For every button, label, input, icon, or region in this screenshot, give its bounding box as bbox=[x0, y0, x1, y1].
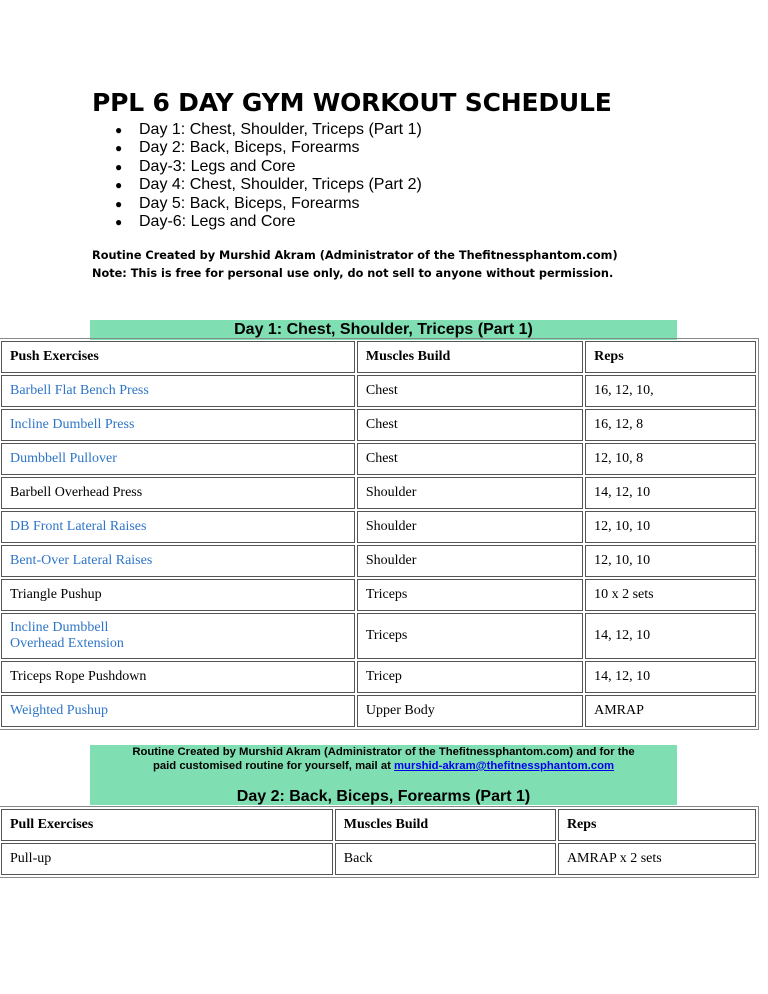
reps-cell: 14, 12, 10 bbox=[585, 661, 756, 693]
list-item: ● Day 1: Chest, Shoulder, Triceps (Part 1) bbox=[115, 121, 422, 138]
day-list bbox=[102, 121, 422, 231]
muscle-cell: Chest bbox=[357, 409, 583, 441]
page-title: PPL 6 DAY GYM WORKOUT SCHEDULE bbox=[92, 88, 612, 117]
muscle-cell: Shoulder bbox=[357, 545, 583, 577]
reps-cell: 12, 10, 10 bbox=[585, 511, 756, 543]
exercise-link[interactable]: Incline Dumbell Press bbox=[1, 409, 355, 441]
reps-cell: 14, 12, 10 bbox=[585, 613, 756, 659]
table-row bbox=[1, 443, 756, 475]
email-link[interactable]: murshid-akram@thefitnessphantom.com bbox=[394, 760, 615, 772]
column-header: Muscles Build bbox=[357, 341, 583, 373]
muscle-cell: Shoulder bbox=[357, 511, 583, 543]
reps-cell: 12, 10, 10 bbox=[585, 545, 756, 577]
reps-cell: AMRAP x 2 sets bbox=[558, 843, 756, 875]
credit-note bbox=[92, 247, 618, 283]
table-row bbox=[1, 613, 756, 659]
table-row bbox=[1, 409, 756, 441]
exercise-link[interactable]: Dumbbell Pullover bbox=[1, 443, 355, 475]
bullet-icon: ● bbox=[115, 196, 123, 211]
day1-heading: Day 1: Chest, Shoulder, Triceps (Part 1) bbox=[90, 320, 677, 340]
reps-cell: 16, 12, 10, bbox=[585, 375, 756, 407]
exercise-link[interactable]: DB Front Lateral Raises bbox=[1, 511, 355, 543]
bullet-icon: ● bbox=[115, 215, 123, 230]
list-item: ● Day 4: Chest, Shoulder, Triceps (Part 2) bbox=[115, 176, 422, 194]
table-row bbox=[1, 511, 756, 543]
exercise-cell: Triceps Rope Pushdown bbox=[1, 661, 355, 693]
bullet-icon: ● bbox=[115, 123, 123, 137]
muscle-cell: Upper Body bbox=[357, 695, 583, 727]
exercise-link[interactable]: Weighted Pushup bbox=[1, 695, 355, 727]
column-header: Reps bbox=[558, 809, 756, 841]
day2-heading: Day 2: Back, Biceps, Forearms (Part 1) bbox=[236, 788, 531, 805]
reps-cell: 12, 10, 8 bbox=[585, 443, 756, 475]
exercise-cell: Barbell Overhead Press bbox=[1, 477, 355, 509]
muscle-cell: Shoulder bbox=[357, 477, 583, 509]
list-item: ● Day 2: Back, Biceps, Forearms bbox=[115, 139, 360, 157]
table-row bbox=[1, 579, 756, 611]
reps-cell: 10 x 2 sets bbox=[585, 579, 756, 611]
reps-cell: AMRAP bbox=[585, 695, 756, 727]
list-item: ● Day-3: Legs and Core bbox=[115, 157, 296, 175]
column-header: Muscles Build bbox=[335, 809, 556, 841]
column-header: Reps bbox=[585, 341, 756, 373]
table-header-row bbox=[1, 341, 756, 373]
exercise-link[interactable]: Incline Dumbbell Overhead Extension bbox=[1, 613, 355, 659]
day1-table bbox=[0, 338, 759, 730]
exercise-cell: Pull-up bbox=[1, 843, 333, 875]
credit-line: Routine Created by Murshid Akram (Administrator of the Thefitnessphantom.com) bbox=[92, 249, 618, 262]
reps-cell: 16, 12, 8 bbox=[585, 409, 756, 441]
muscle-cell: Chest bbox=[357, 443, 583, 475]
permission-note: Note: This is free for personal use only, do not sell to anyone without permission. bbox=[92, 267, 614, 280]
table-row bbox=[1, 843, 756, 875]
muscle-cell: Chest bbox=[357, 375, 583, 407]
muscle-cell: Tricep bbox=[357, 661, 583, 693]
column-header: Push Exercises bbox=[1, 341, 355, 373]
list-item: ● Day-6: Legs and Core bbox=[115, 213, 296, 231]
day2-table bbox=[0, 806, 759, 878]
table-row bbox=[1, 695, 756, 727]
bullet-icon: ● bbox=[115, 141, 123, 156]
exercise-link[interactable]: Bent-Over Lateral Raises bbox=[1, 545, 355, 577]
muscle-cell: Triceps bbox=[357, 579, 583, 611]
list-item: ● Day 5: Back, Biceps, Forearms bbox=[115, 194, 360, 212]
reps-cell: 14, 12, 10 bbox=[585, 477, 756, 509]
table-row bbox=[1, 661, 756, 693]
table-row bbox=[1, 545, 756, 577]
table-header-row bbox=[1, 809, 756, 841]
column-header: Pull Exercises bbox=[1, 809, 333, 841]
exercise-cell: Triangle Pushup bbox=[1, 579, 355, 611]
bullet-icon: ● bbox=[115, 178, 123, 193]
table-row bbox=[1, 477, 756, 509]
bullet-icon: ● bbox=[115, 159, 123, 174]
day2-banner bbox=[90, 745, 677, 805]
exercise-link[interactable]: Barbell Flat Bench Press bbox=[1, 375, 355, 407]
muscle-cell: Triceps bbox=[357, 613, 583, 659]
table-row bbox=[1, 375, 756, 407]
routine-note: Routine Created by Murshid Akram (Administrator of the Thefitnessphantom.com) and for the paid customised routine for yourself, mail at murshid-akram@thefitnessphantom.com bbox=[132, 746, 635, 772]
muscle-cell: Back bbox=[335, 843, 556, 875]
